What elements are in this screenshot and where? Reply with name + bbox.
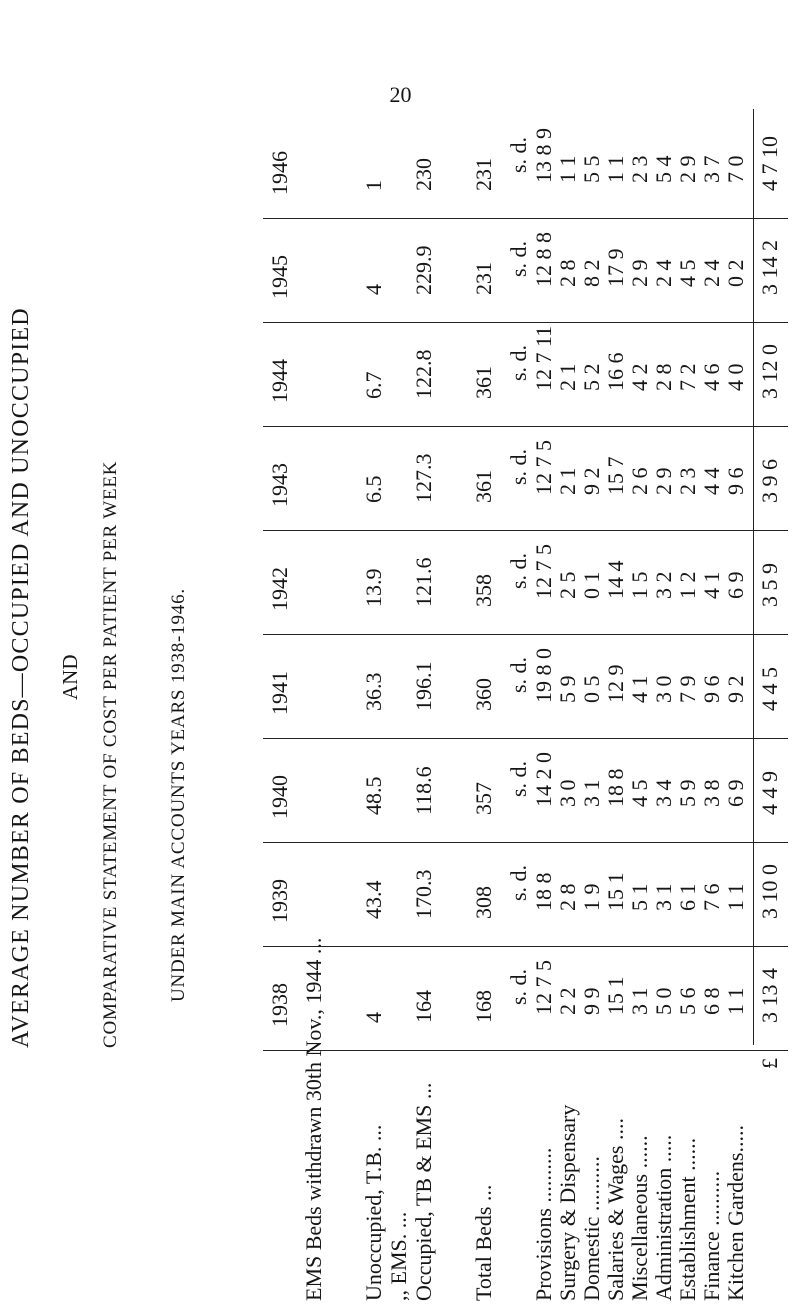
row-label: Salaries & Wages .... bbox=[603, 1118, 628, 1301]
row-label: Occupied, TB & EMS ... bbox=[411, 1082, 436, 1301]
cell-value: 18 8 bbox=[531, 872, 556, 911]
cell-value: 15 1 bbox=[603, 872, 628, 911]
year-header: 1939 bbox=[267, 879, 292, 923]
cell-value: 2 4 bbox=[651, 259, 676, 287]
heading-line1: AVERAGE NUMBER OF BEDS—OCCUPIED AND UNOCCUPIED bbox=[8, 307, 34, 1048]
currency-header: s. d. bbox=[506, 552, 531, 589]
cell-value: 361 bbox=[471, 470, 496, 503]
cell-value: 8 2 bbox=[579, 259, 604, 287]
cell-value: 12 7 5 bbox=[531, 544, 556, 599]
year-header: 1942 bbox=[267, 567, 292, 611]
cell-value: 168 bbox=[471, 990, 496, 1023]
cell-value: 4 bbox=[361, 284, 386, 295]
cell-value: 9 6 bbox=[723, 467, 748, 495]
cell-value: 7 6 bbox=[699, 883, 724, 911]
cell-value: 1 bbox=[361, 180, 386, 191]
cell-value: 7 0 bbox=[723, 155, 748, 183]
cell-value: 5 0 bbox=[651, 987, 676, 1015]
cell-value: 7 2 bbox=[675, 363, 700, 391]
cell-value: 4 2 bbox=[627, 363, 652, 391]
cell-value: 2 5 bbox=[555, 571, 580, 599]
cell-value: 6 9 bbox=[723, 779, 748, 807]
cell-value: 18 8 bbox=[603, 768, 628, 807]
year-column-rule bbox=[263, 426, 788, 427]
cell-value: 2 2 bbox=[555, 987, 580, 1015]
cell-value: 3 2 bbox=[651, 571, 676, 599]
year-column-rule bbox=[263, 218, 788, 219]
cell-value: 9 2 bbox=[579, 467, 604, 495]
cell-value: 5 2 bbox=[579, 363, 604, 391]
cell-value: 43.4 bbox=[361, 880, 386, 919]
cell-value: 12 7 5 bbox=[531, 440, 556, 495]
total-value: 3 9 6 bbox=[757, 459, 782, 503]
cell-value: 1 1 bbox=[603, 155, 628, 183]
total-value: 4 7 10 bbox=[757, 136, 782, 191]
cell-value: 2 4 bbox=[699, 259, 724, 287]
cell-value: 196.1 bbox=[411, 661, 436, 711]
page-number: 20 bbox=[389, 82, 412, 107]
cell-value: 3 8 bbox=[699, 779, 724, 807]
year-header: 1943 bbox=[267, 463, 292, 507]
label-column-rule bbox=[263, 1050, 788, 1051]
cell-value: 3 1 bbox=[651, 883, 676, 911]
cell-value: 15 1 bbox=[603, 976, 628, 1015]
year-header: 1941 bbox=[267, 671, 292, 715]
cell-value: 6 1 bbox=[675, 883, 700, 911]
cell-value: 121.6 bbox=[411, 557, 436, 607]
cell-value: 1 9 bbox=[579, 883, 604, 911]
cell-value: 0 5 bbox=[579, 675, 604, 703]
year-header: 1940 bbox=[267, 775, 292, 819]
cell-value: 0 1 bbox=[579, 571, 604, 599]
cell-value: 6 8 bbox=[699, 987, 724, 1015]
cell-value: 12 8 8 bbox=[531, 232, 556, 287]
currency-header: s. d. bbox=[506, 240, 531, 277]
cell-value: 6 9 bbox=[723, 571, 748, 599]
cell-value: 2 9 bbox=[627, 259, 652, 287]
row-label: ,, EMS. ... bbox=[386, 1211, 411, 1301]
cell-value: 2 1 bbox=[555, 363, 580, 391]
cell-value: 5 6 bbox=[675, 987, 700, 1015]
cell-value: 4 1 bbox=[699, 571, 724, 599]
currency-header: s. d. bbox=[506, 448, 531, 485]
cell-value: 3 1 bbox=[579, 779, 604, 807]
cell-value: 5 9 bbox=[675, 779, 700, 807]
cell-value: 2 6 bbox=[627, 467, 652, 495]
cell-value: 2 8 bbox=[555, 259, 580, 287]
cell-value: 5 4 bbox=[651, 155, 676, 183]
cell-value: 6.7 bbox=[361, 371, 386, 399]
cell-value: 4 4 bbox=[699, 467, 724, 495]
cell-value: 7 9 bbox=[675, 675, 700, 703]
cost-table bbox=[263, 105, 788, 1305]
heading-line4: UNDER MAIN ACCOUNTS YEARS 1938-1946. bbox=[168, 588, 189, 1002]
cell-value: 0 2 bbox=[723, 259, 748, 287]
cell-value: 12 9 bbox=[603, 664, 628, 703]
cell-value: 122.8 bbox=[411, 349, 436, 399]
total-value: 3 10 0 bbox=[757, 864, 782, 919]
year-column-rule bbox=[263, 842, 788, 843]
cell-value: 9 6 bbox=[699, 675, 724, 703]
row-label: Kitchen Gardens..... bbox=[723, 1125, 748, 1301]
cell-value: 48.5 bbox=[361, 776, 386, 815]
cell-value: 5 5 bbox=[579, 155, 604, 183]
year-header: 1945 bbox=[267, 255, 292, 299]
row-label: Provisions .......... bbox=[531, 1147, 556, 1301]
total-rule bbox=[753, 109, 754, 1045]
currency-header: s. d. bbox=[506, 760, 531, 797]
cell-value: 4 0 bbox=[723, 363, 748, 391]
cell-value: 1 1 bbox=[723, 883, 748, 911]
cell-value: 13 8 9 bbox=[531, 128, 556, 183]
cell-value: 17 9 bbox=[603, 248, 628, 287]
cell-value: 19 8 0 bbox=[531, 648, 556, 703]
cell-value: 118.6 bbox=[411, 766, 436, 815]
cell-value: 231 bbox=[471, 262, 496, 295]
cell-value: 1 1 bbox=[723, 987, 748, 1015]
year-column-rule bbox=[263, 634, 788, 635]
currency-header: s. d. bbox=[506, 864, 531, 901]
cell-value: 4 5 bbox=[675, 259, 700, 287]
cell-value: 12 7 11 bbox=[531, 325, 556, 391]
cell-value: 4 5 bbox=[627, 779, 652, 807]
cell-value: 361 bbox=[471, 366, 496, 399]
cell-value: 2 1 bbox=[555, 467, 580, 495]
year-column-rule bbox=[263, 946, 788, 947]
row-label: Miscellaneous ...... bbox=[627, 1135, 652, 1301]
cell-value: 1 1 bbox=[555, 155, 580, 183]
cell-value: 12 7 5 bbox=[531, 960, 556, 1015]
cell-value: 2 3 bbox=[627, 155, 652, 183]
cell-value: 9 2 bbox=[723, 675, 748, 703]
row-label: Finance .......... bbox=[699, 1170, 724, 1301]
cell-value: 229.9 bbox=[411, 245, 436, 295]
cell-value: 36.3 bbox=[361, 672, 386, 711]
row-label: EMS Beds withdrawn 30th Nov., 1944 ... bbox=[301, 937, 326, 1301]
cell-value: 358 bbox=[471, 574, 496, 607]
year-header: 1946 bbox=[267, 151, 292, 195]
cell-value: 360 bbox=[471, 678, 496, 711]
cell-value: 1 5 bbox=[627, 571, 652, 599]
row-label: Surgery & Dispensary bbox=[555, 1104, 580, 1301]
total-value: 3 13 4 bbox=[757, 968, 782, 1023]
total-value: 3 14 2 bbox=[757, 240, 782, 295]
currency-header: s. d. bbox=[506, 968, 531, 1005]
cell-value: 3 0 bbox=[555, 779, 580, 807]
cell-value: 1 2 bbox=[675, 571, 700, 599]
cell-value: 357 bbox=[471, 782, 496, 815]
cell-value: 2 8 bbox=[555, 883, 580, 911]
heading-line3: COMPARATIVE STATEMENT OF COST PER PATIENT PER WEEK bbox=[100, 460, 121, 1048]
cell-value: 13.9 bbox=[361, 568, 386, 607]
cell-value: 3 1 bbox=[627, 987, 652, 1015]
year-header: 1938 bbox=[267, 983, 292, 1027]
cell-value: 2 8 bbox=[651, 363, 676, 391]
cell-value: 4 1 bbox=[627, 675, 652, 703]
currency-header: s. d. bbox=[506, 656, 531, 693]
cell-value: 4 bbox=[361, 1012, 386, 1023]
year-column-rule bbox=[263, 530, 788, 531]
total-label: £ bbox=[757, 1058, 782, 1069]
cell-value: 230 bbox=[411, 158, 436, 191]
row-label: Domestic .......... bbox=[579, 1156, 604, 1301]
cell-value: 5 9 bbox=[555, 675, 580, 703]
total-value: 3 5 9 bbox=[757, 563, 782, 607]
row-label: Unoccupied, T.B. ... bbox=[361, 1124, 386, 1301]
year-column-rule bbox=[263, 738, 788, 739]
heading-line2: AND bbox=[58, 654, 82, 700]
cell-value: 9 9 bbox=[579, 987, 604, 1015]
cell-value: 164 bbox=[411, 990, 436, 1023]
total-value: 3 12 0 bbox=[757, 344, 782, 399]
total-value: 4 4 9 bbox=[757, 771, 782, 815]
cell-value: 308 bbox=[471, 886, 496, 919]
currency-header: s. d. bbox=[506, 136, 531, 173]
cell-value: 231 bbox=[471, 158, 496, 191]
cell-value: 3 7 bbox=[699, 155, 724, 183]
cell-value: 2 9 bbox=[675, 155, 700, 183]
row-label: Total Beds ... bbox=[471, 1184, 496, 1301]
row-label: Administration ..... bbox=[651, 1134, 676, 1301]
row-label: Establishment ...... bbox=[675, 1137, 700, 1301]
cell-value: 4 6 bbox=[699, 363, 724, 391]
cell-value: 3 4 bbox=[651, 779, 676, 807]
cell-value: 14 2 0 bbox=[531, 752, 556, 807]
cell-value: 15 7 bbox=[603, 456, 628, 495]
cell-value: 6.5 bbox=[361, 475, 386, 503]
cell-value: 16 6 bbox=[603, 352, 628, 391]
cell-value: 127.3 bbox=[411, 453, 436, 503]
currency-header: s. d. bbox=[506, 344, 531, 381]
cell-value: 170.3 bbox=[411, 869, 436, 919]
cell-value: 3 0 bbox=[651, 675, 676, 703]
year-column-rule bbox=[263, 322, 788, 323]
cell-value: 2 9 bbox=[651, 467, 676, 495]
year-header: 1944 bbox=[267, 359, 292, 403]
cell-value: 2 3 bbox=[675, 467, 700, 495]
cell-value: 14 4 bbox=[603, 560, 628, 599]
total-value: 4 4 5 bbox=[757, 667, 782, 711]
cell-value: 5 1 bbox=[627, 883, 652, 911]
